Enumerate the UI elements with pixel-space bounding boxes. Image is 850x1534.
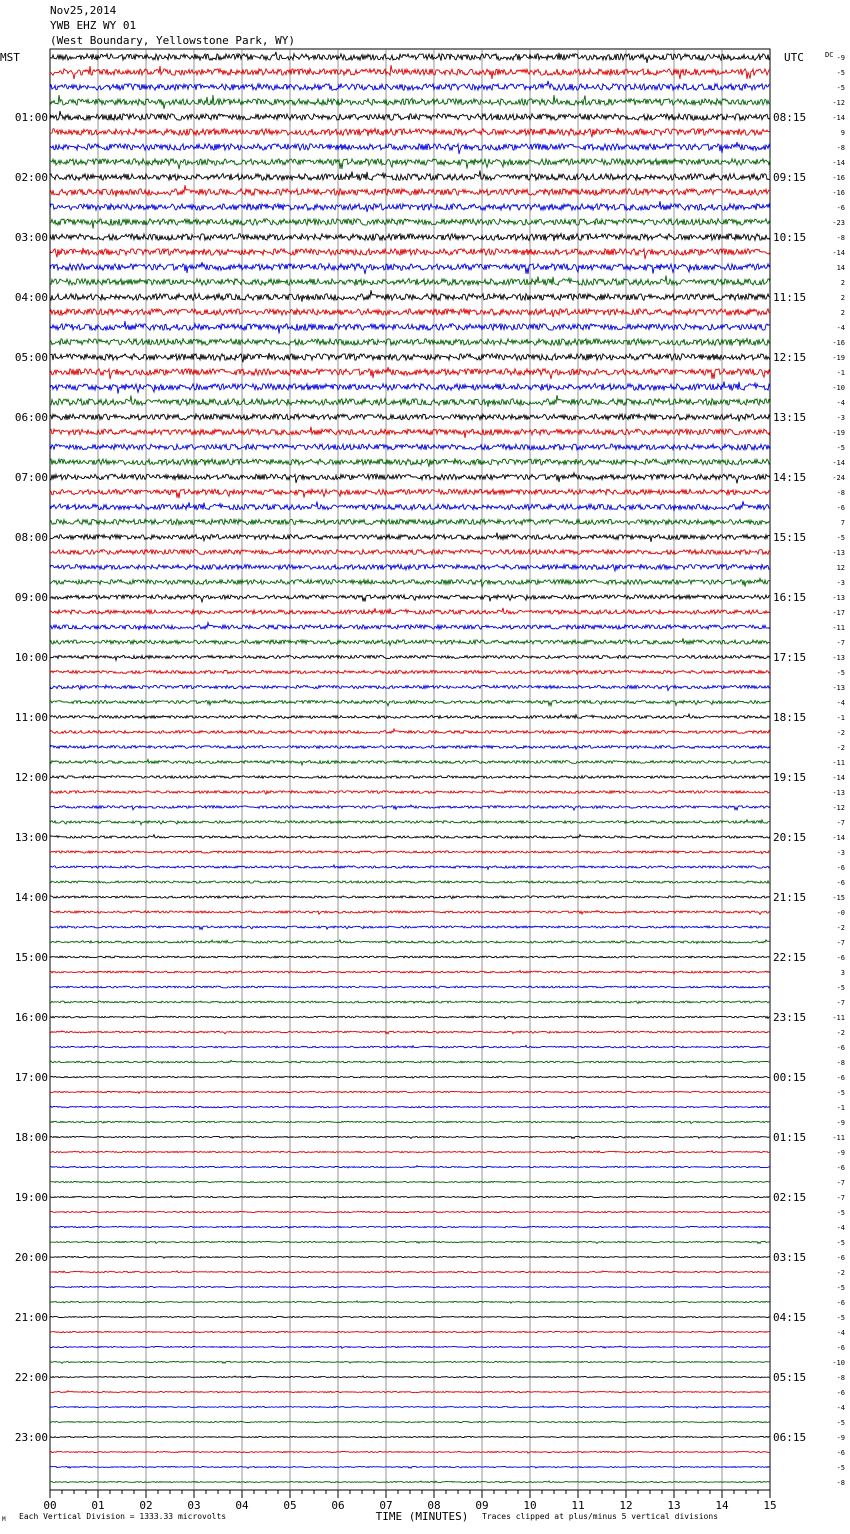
dc-offset-label: -1 bbox=[836, 1104, 845, 1112]
seismic-trace bbox=[50, 1271, 770, 1273]
utc-hour-label: 20:15 bbox=[773, 831, 807, 844]
x-tick-label: 11 bbox=[571, 1499, 585, 1512]
seismic-trace bbox=[50, 339, 770, 346]
seismic-trace bbox=[50, 52, 770, 63]
seismic-trace bbox=[50, 248, 770, 259]
seismic-trace bbox=[50, 262, 770, 274]
seismic-trace bbox=[50, 1076, 770, 1078]
dc-offset-label: 2 bbox=[840, 279, 845, 287]
utc-hour-label: 05:15 bbox=[773, 1371, 807, 1384]
x-tick-label: 00 bbox=[43, 1499, 57, 1512]
seismic-trace bbox=[50, 790, 770, 794]
seismic-trace bbox=[50, 1181, 770, 1183]
station-code: YWB EHZ WY 01 bbox=[50, 19, 137, 32]
seismogram-traces bbox=[50, 52, 770, 1483]
seismic-trace bbox=[50, 501, 770, 511]
mst-hour-label: 14:00 bbox=[14, 891, 48, 904]
dc-offset-label: -16 bbox=[832, 174, 845, 182]
seismic-trace bbox=[50, 1151, 770, 1153]
mst-hour-label: 06:00 bbox=[14, 411, 48, 424]
dc-offset-label: -8 bbox=[836, 489, 845, 497]
x-axis-label: TIME (MINUTES) bbox=[375, 1510, 469, 1523]
dc-offset-label: -6 bbox=[836, 879, 845, 887]
seismic-trace bbox=[50, 321, 770, 334]
dc-offset-label: -4 bbox=[836, 1224, 845, 1232]
dc-offset-label: -7 bbox=[836, 939, 845, 947]
mst-hour-label: 04:00 bbox=[14, 291, 48, 304]
seismic-trace bbox=[50, 1481, 770, 1483]
seismic-trace bbox=[50, 881, 770, 883]
seismic-trace bbox=[50, 427, 770, 438]
seismic-trace bbox=[50, 655, 770, 660]
dc-offset-label: -1 bbox=[836, 714, 845, 722]
dc-offset-label: -13 bbox=[832, 684, 845, 692]
dc-offset-label: -6 bbox=[836, 504, 845, 512]
dc-offset-label: -14 bbox=[832, 159, 845, 167]
seismic-trace bbox=[50, 1346, 770, 1348]
seismic-trace bbox=[50, 353, 770, 362]
seismic-trace bbox=[50, 414, 770, 421]
seismic-trace bbox=[50, 1436, 770, 1438]
x-tick-label: 06 bbox=[331, 1499, 345, 1512]
mst-hour-label: 11:00 bbox=[14, 711, 48, 724]
seismic-trace bbox=[50, 851, 770, 854]
dc-offset-label: -6 bbox=[836, 1074, 845, 1082]
dc-offset-label: -11 bbox=[832, 1134, 845, 1142]
dc-offset-label: -14 bbox=[832, 114, 845, 122]
dc-offset-label: -6 bbox=[836, 1044, 845, 1052]
dc-offset-label: -8 bbox=[836, 234, 845, 242]
dc-offset-label: -7 bbox=[836, 1179, 845, 1187]
utc-hour-label: 04:15 bbox=[773, 1311, 807, 1324]
dc-offset-label: -14 bbox=[832, 249, 845, 257]
seismic-trace bbox=[50, 444, 770, 450]
x-tick-label: 08 bbox=[427, 1499, 441, 1512]
mst-axis-label: MST bbox=[0, 51, 20, 64]
mst-hour-label: 21:00 bbox=[14, 1311, 48, 1324]
mst-hour-label: 09:00 bbox=[14, 591, 48, 604]
utc-hour-label: 03:15 bbox=[773, 1251, 807, 1264]
dc-offset-label: -6 bbox=[836, 1344, 845, 1352]
seismic-trace bbox=[50, 578, 770, 587]
seismic-trace bbox=[50, 835, 770, 839]
seismic-trace bbox=[50, 234, 770, 241]
seismic-trace bbox=[50, 1256, 770, 1258]
seismic-trace bbox=[50, 201, 770, 212]
dc-offset-label: -6 bbox=[836, 1389, 845, 1397]
dc-label: DC bbox=[825, 51, 834, 59]
dc-offset-label: -11 bbox=[832, 1014, 845, 1022]
seismic-trace bbox=[50, 746, 770, 750]
seismic-trace bbox=[50, 896, 770, 899]
seismic-trace bbox=[50, 1060, 770, 1063]
dc-offset-label: -14 bbox=[832, 459, 845, 467]
utc-hour-label: 09:15 bbox=[773, 171, 807, 184]
seismic-trace bbox=[50, 171, 770, 181]
utc-hour-label: 12:15 bbox=[773, 351, 807, 364]
record-date: Nov25,2014 bbox=[50, 4, 117, 17]
utc-hour-label: 16:15 bbox=[773, 591, 807, 604]
dc-offset-label: -7 bbox=[836, 819, 845, 827]
x-tick-label: 01 bbox=[91, 1499, 105, 1512]
seismic-trace bbox=[50, 1166, 770, 1168]
dc-offset-label: -9 bbox=[836, 54, 845, 62]
dc-offset-label: -2 bbox=[836, 924, 845, 932]
utc-hour-label: 13:15 bbox=[773, 411, 807, 424]
dc-offset-label: -4 bbox=[836, 399, 845, 407]
dc-offset-label: -5 bbox=[836, 1239, 845, 1247]
mst-hour-label: 10:00 bbox=[14, 651, 48, 664]
seismic-trace bbox=[50, 623, 770, 631]
mst-hour-label: 20:00 bbox=[14, 1251, 48, 1264]
mst-hour-label: 22:00 bbox=[14, 1371, 48, 1384]
dc-offset-label: -23 bbox=[832, 219, 845, 227]
seismic-trace bbox=[50, 95, 770, 109]
seismic-trace bbox=[50, 1241, 770, 1244]
seismic-trace bbox=[50, 1391, 770, 1393]
seismic-trace bbox=[50, 159, 770, 169]
x-tick-label: 07 bbox=[379, 1499, 393, 1512]
utc-hour-label: 02:15 bbox=[773, 1191, 807, 1204]
seismic-trace bbox=[50, 1301, 770, 1303]
dc-offset-label: -5 bbox=[836, 1089, 845, 1097]
mst-hour-label: 07:00 bbox=[14, 471, 48, 484]
dc-offset-label: -14 bbox=[832, 834, 845, 842]
seismic-trace bbox=[50, 714, 770, 718]
seismic-trace bbox=[50, 1136, 770, 1139]
utc-hour-label: 10:15 bbox=[773, 231, 807, 244]
x-tick-label: 03 bbox=[187, 1499, 201, 1512]
dc-offset-label: 9 bbox=[840, 129, 845, 137]
seismic-trace bbox=[50, 185, 770, 197]
x-tick-label: 10 bbox=[523, 1499, 537, 1512]
dc-offset-label: -5 bbox=[836, 1284, 845, 1292]
dc-offset-label: -15 bbox=[832, 894, 845, 902]
seismic-trace bbox=[50, 473, 770, 484]
dc-offset-label: -24 bbox=[832, 474, 845, 482]
seismic-trace bbox=[50, 1001, 770, 1004]
seismic-trace bbox=[50, 458, 770, 466]
dc-offset-label: -8 bbox=[836, 144, 845, 152]
seismic-trace bbox=[50, 550, 770, 555]
dc-offset-label: -14 bbox=[832, 774, 845, 782]
dc-offset-label: -6 bbox=[836, 1449, 845, 1457]
mst-hour-label: 16:00 bbox=[14, 1011, 48, 1024]
dc-offset-label: -13 bbox=[832, 654, 845, 662]
dc-offset-label: -13 bbox=[832, 594, 845, 602]
dc-offset-label: 2 bbox=[840, 309, 845, 317]
utc-hour-label: 00:15 bbox=[773, 1071, 807, 1084]
utc-hour-label: 01:15 bbox=[773, 1131, 807, 1144]
dc-offset-label: -17 bbox=[832, 609, 845, 617]
dc-offset-label: -7 bbox=[836, 639, 845, 647]
seismic-trace bbox=[50, 865, 770, 869]
mst-hour-label: 05:00 bbox=[14, 351, 48, 364]
dc-offset-label: -19 bbox=[832, 354, 845, 362]
seismic-trace bbox=[50, 142, 770, 154]
seismic-trace bbox=[50, 1286, 770, 1287]
seismic-trace bbox=[50, 519, 770, 524]
dc-offset-label: 3 bbox=[840, 969, 845, 977]
dc-offset-label: -6 bbox=[836, 204, 845, 212]
seismic-trace bbox=[50, 805, 770, 810]
dc-offset-label: -4 bbox=[836, 1329, 845, 1337]
seismic-trace bbox=[50, 1466, 770, 1468]
dc-offset-label: -11 bbox=[832, 759, 845, 767]
dc-offset-label: -5 bbox=[836, 1464, 845, 1472]
dc-offset-label: -7 bbox=[836, 1194, 845, 1202]
seismic-trace bbox=[50, 759, 770, 765]
seismic-trace bbox=[50, 1091, 770, 1093]
dc-offset-label: -5 bbox=[836, 1209, 845, 1217]
seismic-trace bbox=[50, 1211, 770, 1212]
dc-offset-label: -2 bbox=[836, 1029, 845, 1037]
dc-offset-label: -7 bbox=[836, 999, 845, 1007]
dc-offset-label: -6 bbox=[836, 1299, 845, 1307]
dc-offset-label: -11 bbox=[832, 624, 845, 632]
dc-offset-label: -9 bbox=[836, 1119, 845, 1127]
dc-offset-label: -5 bbox=[836, 69, 845, 77]
seismic-trace bbox=[50, 381, 770, 393]
dc-offset-label: -12 bbox=[832, 804, 845, 812]
dc-offset-label: -6 bbox=[836, 954, 845, 962]
dc-offset-label: -5 bbox=[836, 534, 845, 542]
dc-offset-label: -8 bbox=[836, 1059, 845, 1067]
seismic-trace bbox=[50, 533, 770, 542]
dc-offset-label: -5 bbox=[836, 1419, 845, 1427]
utc-hour-label: 19:15 bbox=[773, 771, 807, 784]
dc-offset-label: -12 bbox=[832, 99, 845, 107]
seismic-trace bbox=[50, 940, 770, 944]
mst-hour-label: 13:00 bbox=[14, 831, 48, 844]
seismic-trace bbox=[50, 219, 770, 229]
seismic-trace bbox=[50, 65, 770, 79]
station-location: (West Boundary, Yellowstone Park, WY) bbox=[50, 34, 296, 47]
dc-offset-label: -3 bbox=[836, 579, 845, 587]
seismic-trace bbox=[50, 1016, 770, 1019]
seismic-trace bbox=[50, 926, 770, 930]
dc-offset-label: -9 bbox=[836, 1149, 845, 1157]
dc-offset-label: -16 bbox=[832, 339, 845, 347]
clip-note: Traces clipped at plus/minus 5 vertical divisions bbox=[482, 1512, 719, 1521]
seismic-trace bbox=[50, 276, 770, 286]
dc-offset-label: -8 bbox=[836, 1374, 845, 1382]
mst-hour-label: 01:00 bbox=[14, 111, 48, 124]
dc-offset-label: -5 bbox=[836, 1314, 845, 1322]
utc-hour-label: 18:15 bbox=[773, 711, 807, 724]
dc-offset-label: -2 bbox=[836, 729, 845, 737]
utc-hour-label: 21:15 bbox=[773, 891, 807, 904]
dc-offset-label: -10 bbox=[832, 384, 845, 392]
dc-offset-label: -3 bbox=[836, 849, 845, 857]
mst-hour-label: 19:00 bbox=[14, 1191, 48, 1204]
seismic-trace bbox=[50, 776, 770, 779]
seismic-trace bbox=[50, 128, 770, 137]
seismic-trace bbox=[50, 1045, 770, 1047]
dc-offset-label: 2 bbox=[840, 294, 845, 302]
seismic-trace bbox=[50, 1422, 770, 1423]
seismic-trace bbox=[50, 1031, 770, 1034]
mst-hour-label: 03:00 bbox=[14, 231, 48, 244]
seismic-trace bbox=[50, 1331, 770, 1333]
utc-hour-label: 06:15 bbox=[773, 1431, 807, 1444]
dc-offset-label: -8 bbox=[836, 1479, 845, 1487]
x-tick-label: 13 bbox=[667, 1499, 681, 1512]
utc-hour-label: 23:15 bbox=[773, 1011, 807, 1024]
seismic-trace bbox=[50, 290, 770, 302]
seismic-trace bbox=[50, 638, 770, 645]
dc-offset-label: -6 bbox=[836, 1254, 845, 1262]
seismic-trace bbox=[50, 820, 770, 825]
x-tick-label: 14 bbox=[715, 1499, 729, 1512]
dc-offset-label: -13 bbox=[832, 549, 845, 557]
seismic-trace bbox=[50, 564, 770, 571]
seismic-trace bbox=[50, 956, 770, 958]
x-tick-label: 15 bbox=[763, 1499, 777, 1512]
seismic-trace bbox=[50, 729, 770, 734]
mst-hour-label: 02:00 bbox=[14, 171, 48, 184]
seismic-trace bbox=[50, 1196, 770, 1199]
dc-offset-label: -3 bbox=[836, 414, 845, 422]
dc-offset-label: -5 bbox=[836, 984, 845, 992]
dc-offset-label: -5 bbox=[836, 444, 845, 452]
x-tick-label: 02 bbox=[139, 1499, 153, 1512]
mst-hour-label: 12:00 bbox=[14, 771, 48, 784]
seismic-trace bbox=[50, 1376, 770, 1378]
utc-hour-label: 08:15 bbox=[773, 111, 807, 124]
dc-offset-label: -16 bbox=[832, 189, 845, 197]
seismic-trace bbox=[50, 700, 770, 706]
seismic-trace bbox=[50, 670, 770, 674]
utc-hour-label: 17:15 bbox=[773, 651, 807, 664]
utc-hour-label: 22:15 bbox=[773, 951, 807, 964]
utc-axis-label: UTC bbox=[784, 51, 804, 64]
seismic-trace bbox=[50, 309, 770, 317]
seismic-trace bbox=[50, 81, 770, 90]
dc-offset-label: -5 bbox=[836, 84, 845, 92]
dc-offset-label: 12 bbox=[836, 564, 845, 572]
seismic-trace bbox=[50, 1361, 770, 1363]
seismic-trace bbox=[50, 685, 770, 691]
dc-offset-label: -4 bbox=[836, 324, 845, 332]
seismic-trace bbox=[50, 1316, 770, 1317]
utc-hour-label: 15:15 bbox=[773, 531, 807, 544]
seismic-trace bbox=[50, 970, 770, 973]
dc-offset-label: -1 bbox=[836, 369, 845, 377]
utc-hour-label: 11:15 bbox=[773, 291, 807, 304]
dc-offset-label: -19 bbox=[832, 429, 845, 437]
mst-hour-label: 18:00 bbox=[14, 1131, 48, 1144]
seismic-trace bbox=[50, 1226, 770, 1228]
mst-hour-label: 23:00 bbox=[14, 1431, 48, 1444]
seismic-trace bbox=[50, 910, 770, 914]
seismic-trace bbox=[50, 595, 770, 602]
dc-offset-label: 7 bbox=[840, 519, 845, 527]
utc-hour-label: 14:15 bbox=[773, 471, 807, 484]
seismic-trace bbox=[50, 395, 770, 407]
x-tick-label: 12 bbox=[619, 1499, 633, 1512]
seismic-trace bbox=[50, 111, 770, 120]
dc-offset-label: 14 bbox=[836, 264, 845, 272]
dc-offset-label: -9 bbox=[836, 1434, 845, 1442]
x-tick-label: 09 bbox=[475, 1499, 489, 1512]
seismic-trace bbox=[50, 1106, 770, 1108]
seismic-trace bbox=[50, 608, 770, 614]
dc-offset-label: -6 bbox=[836, 864, 845, 872]
seismic-trace bbox=[50, 1121, 770, 1123]
mst-hour-label: 08:00 bbox=[14, 531, 48, 544]
corner-mark: M bbox=[2, 1516, 6, 1523]
seismic-trace bbox=[50, 1452, 770, 1454]
mst-hour-label: 15:00 bbox=[14, 951, 48, 964]
mst-hour-label: 17:00 bbox=[14, 1071, 48, 1084]
seismic-trace bbox=[50, 1406, 770, 1408]
dc-offset-label: -5 bbox=[836, 669, 845, 677]
dc-offset-label: -4 bbox=[836, 1404, 845, 1412]
seismic-trace bbox=[50, 489, 770, 498]
seismic-trace bbox=[50, 986, 770, 988]
seismic-trace bbox=[50, 367, 770, 379]
dc-offset-label: -2 bbox=[836, 1269, 845, 1277]
dc-offset-label: -0 bbox=[836, 909, 845, 917]
scale-note: Each Vertical Division = 1333.33 microvolts bbox=[19, 1512, 227, 1521]
dc-offset-label: -2 bbox=[836, 744, 845, 752]
dc-offset-label: -6 bbox=[836, 1164, 845, 1172]
dc-offset-label: -4 bbox=[836, 699, 845, 707]
dc-offset-label: -10 bbox=[832, 1359, 845, 1367]
x-tick-label: 04 bbox=[235, 1499, 249, 1512]
dc-offset-label: -13 bbox=[832, 789, 845, 797]
x-tick-label: 05 bbox=[283, 1499, 297, 1512]
